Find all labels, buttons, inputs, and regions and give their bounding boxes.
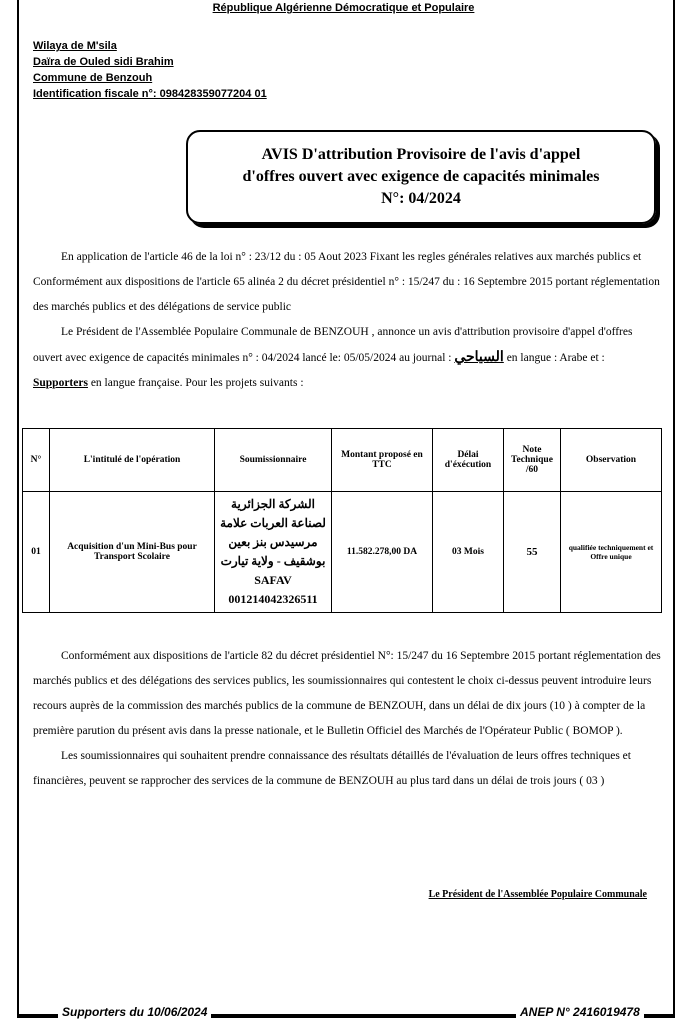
- administration-block: [33, 38, 267, 102]
- cell-operation: Acquisition d'un Mini-Bus pour Transport Scolaire: [50, 492, 215, 613]
- attribution-table: [22, 428, 662, 613]
- footer-publication: Supporters du 10/06/2024: [58, 1005, 211, 1019]
- supporters-journal-name: Supporters: [33, 377, 88, 389]
- fiscal-id-label: Identification fiscale n°: 098428359077204 01: [33, 88, 267, 100]
- bidder-name: SAFAV: [254, 573, 292, 587]
- arabic-journal-name: السياحي: [454, 350, 504, 365]
- wilaya-label: Wilaya de M'sila: [33, 40, 117, 52]
- bidder-fiscal-id: 001214042326511: [228, 592, 318, 606]
- page-border-right: [673, 0, 675, 1016]
- footer-anep-number: ANEP N° 2416019478: [516, 1005, 644, 1019]
- notice-title-line2: d'offres ouvert avec exigence de capacités minimales: [242, 168, 600, 185]
- results-paragraph: Les soumissionnaires qui souhaitent prendre connaissance des résultats détaillés de l'évaluation de leurs offres techniques et financières, peuvent se rapprocher des services de la commune de BENZOUH au plus tard dans un délai de trois jours ( 03 ): [33, 750, 631, 787]
- announcement-text-after: en langue française. Pour les projets suivants :: [90, 377, 304, 389]
- announcement-text-before: Le Président de l'Assemblée Populaire Communale de BENZOUH , annonce un avis d'attribution provisoire d'appel d'offres ouvert avec exigence de capacités minimales n° : 04/2024 lancé le: 05/05/2024 au journal :: [33, 326, 633, 364]
- announcement-text-middle: en langue : Arabe et :: [506, 352, 605, 364]
- announcement-paragraph: [33, 320, 661, 396]
- signature-line: Le Président de l'Assemblée Populaire Communale: [428, 889, 647, 900]
- closing-paragraphs: [33, 644, 661, 794]
- appeal-paragraph: Conformément aux dispositions de l'article 82 du décret présidentiel N°: 15/247 du 16 Septembre 2015 portant réglementation des marchés publics et des délégations des services publics, les soumissionnaires qui contestent le choix ci-dessus peuvent introduire leurs recours auprès de la commission des marchés publics de la commune de BENZOUH, dans un délai de dix jours (10 ) à compter de la première parution du présent avis dans la presse nationale, et le Bulletin Officiel des Marchés de l'Opérateur Public ( BOMOP ).: [33, 650, 661, 737]
- republic-title: République Algérienne Démocratique et Populaire: [212, 2, 475, 14]
- bidder-arabic-name: الشركة الجزائرية لصناعة العربات علامة مرسيدس بنز بعين بوشقيف - ولاية تيارت: [220, 497, 326, 568]
- col-header-amount: Montant proposé en TTC: [332, 429, 433, 492]
- col-header-technical-note: Note Technique /60: [504, 429, 561, 492]
- notice-title-box: [186, 130, 656, 224]
- page-border-left: [17, 0, 19, 1016]
- daira-label: Daïra de Ouled sidi Brahim: [33, 56, 174, 68]
- table-row: [23, 492, 662, 613]
- legal-basis-paragraph: En application de l'article 46 de la loi n° : 23/12 du : 05 Aout 2023 Fixant les regles générales relatives aux marchés publics et Conformément aux dispositions de l'article 65 alinéa 2 du décret présidentiel n° : 15/247 du : 16 Septembre 2015 portant réglementation des marchés publics et des délégations de service public: [33, 251, 660, 313]
- col-header-delay: Délai d'éxécution: [433, 429, 504, 492]
- commune-label: Commune de Benzouh: [33, 72, 153, 84]
- col-header-operation: L'intitulé de l'opération: [50, 429, 215, 492]
- col-header-observation: Observation: [561, 429, 662, 492]
- cell-number: 01: [23, 492, 50, 613]
- cell-delay: 03 Mois: [433, 492, 504, 613]
- col-header-number: N°: [23, 429, 50, 492]
- cell-observation: qualifiée techniquement et Offre unique: [561, 492, 662, 613]
- table-header-row: [23, 429, 662, 492]
- cell-technical-note: 55: [504, 492, 561, 613]
- notice-number: N°: 04/2024: [381, 190, 461, 207]
- cell-amount: 11.582.278,00 DA: [332, 492, 433, 613]
- cell-bidder: [215, 492, 332, 613]
- intro-paragraphs: [33, 245, 661, 396]
- notice-title-line1: AVIS D'attribution Provisoire de l'avis d'appel: [261, 146, 581, 163]
- col-header-bidder: Soumissionnaire: [215, 429, 332, 492]
